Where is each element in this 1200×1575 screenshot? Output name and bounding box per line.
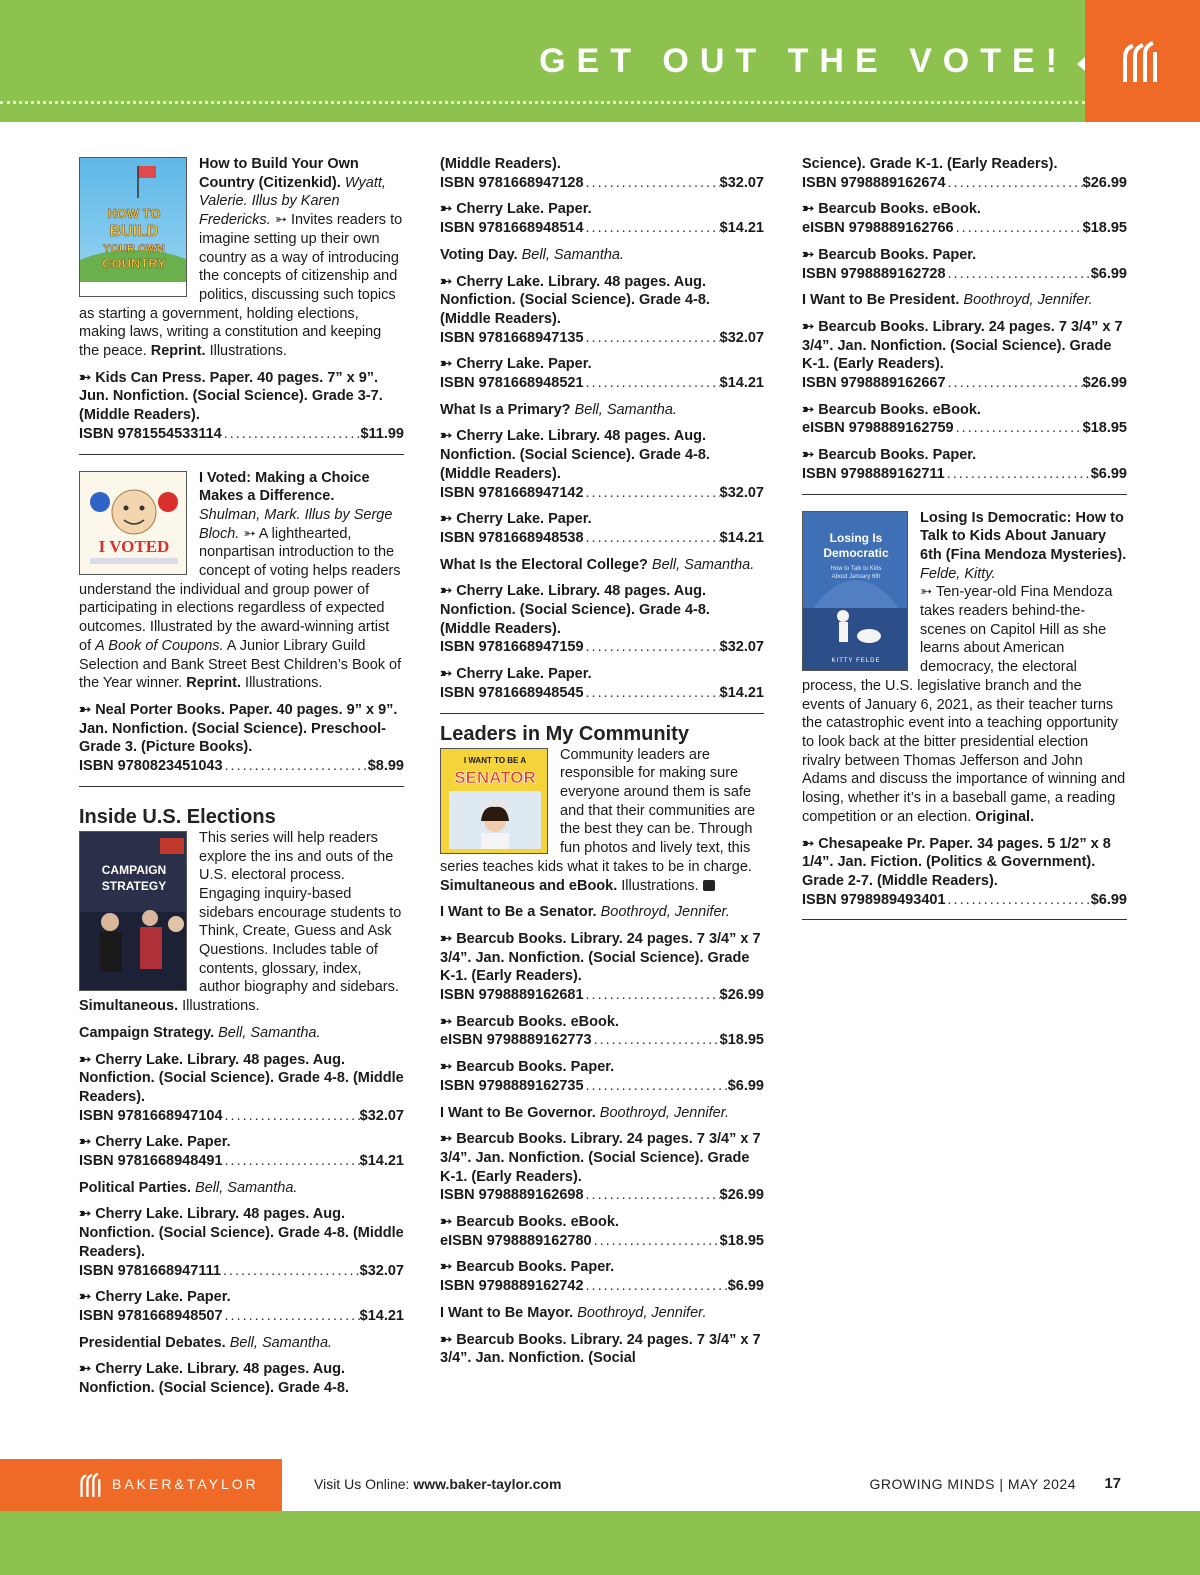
- book-author: Boothroyd, Jennifer.: [963, 292, 1093, 309]
- publisher-text: Cherry Lake. Paper.: [95, 1134, 231, 1151]
- book-description-cont: A Junior Library Guild Selection and Bank Street Best Children’s Book of the Year winner.: [79, 637, 402, 692]
- website-link[interactable]: www.baker-taylor.com: [413, 1476, 562, 1492]
- title-text: I Want to Be President.: [802, 292, 960, 309]
- column-3: [802, 155, 1127, 934]
- book-entry: [79, 155, 404, 444]
- arrow-icon: ➳: [440, 930, 453, 947]
- item-title: [440, 401, 764, 420]
- isbn: ISBN 9781668947104: [79, 1107, 223, 1124]
- illustrations-label: Illustrations.: [209, 343, 287, 360]
- divider-rule: [79, 454, 404, 455]
- isbn: ISBN 9798889162674: [802, 174, 946, 191]
- dot-leader: [584, 1077, 728, 1096]
- isbn-line: [440, 1186, 764, 1205]
- publisher-details: [440, 1213, 764, 1232]
- price: $26.99: [1082, 375, 1127, 392]
- publisher-details: [79, 1360, 404, 1397]
- isbn-line: [440, 1277, 764, 1296]
- dot-leader: [584, 684, 720, 703]
- series-entry: [79, 801, 404, 1398]
- illustrations-label: Illustrations.: [245, 675, 323, 692]
- publisher-details: [440, 510, 764, 529]
- isbn: ISBN 9781668947142: [440, 484, 584, 501]
- dot-leader: [584, 529, 720, 548]
- dot-leader: [584, 374, 720, 393]
- publisher-text: Cherry Lake. Library. 48 pages. Aug. Nonfiction. (Social Science). Grade 4-8. (Middle Readers).: [440, 428, 710, 482]
- title-text: What Is the Electoral College?: [440, 556, 648, 573]
- publisher-text: Cherry Lake. Library. 48 pages. Aug. Nonfiction. (Social Science). Grade 4-8. (Middle Readers).: [440, 583, 710, 637]
- column-1: [79, 155, 404, 1398]
- isbn-line: [79, 1107, 404, 1126]
- price: $14.21: [719, 375, 764, 392]
- publisher-text: Bearcub Books. Library. 24 pages. 7 3/4” x 7 3/4”. Jan. Nonfiction. (Social Science). Grade K-1. (Early Readers).: [440, 930, 761, 985]
- price: $6.99: [727, 1278, 764, 1295]
- publisher-details: [79, 1133, 404, 1152]
- baker-taylor-logo-icon: [78, 1472, 104, 1498]
- price: $6.99: [1090, 465, 1127, 482]
- publisher-details: [440, 930, 764, 986]
- book-author: Boothroyd, Jennifer.: [577, 1304, 707, 1321]
- item-title: [440, 1104, 764, 1123]
- publisher-details: [440, 665, 764, 684]
- dot-leader: [584, 219, 720, 238]
- original-label: Original.: [975, 808, 1035, 825]
- isbn: ISBN 9781668948538: [440, 529, 584, 546]
- dot-leader: [222, 425, 361, 444]
- arrow-icon: ➳: [440, 1331, 453, 1348]
- title-text: Presidential Debates.: [79, 1334, 226, 1351]
- dot-leader: [954, 219, 1083, 238]
- book-cover: [79, 157, 187, 297]
- item-title: [79, 1334, 404, 1353]
- book-author: Bell, Samantha.: [521, 246, 625, 263]
- arrow-icon: ➳: [79, 1289, 92, 1306]
- book-entry: [802, 509, 1127, 910]
- continued-text: Science). Grade K-1. (Early Readers).: [802, 156, 1058, 172]
- arrow-icon: ➳: [440, 583, 453, 600]
- isbn-line: [440, 1232, 764, 1251]
- dot-leader: [946, 891, 1091, 910]
- dot-leader: [584, 1186, 720, 1205]
- page-number: 17: [1104, 1475, 1121, 1492]
- page-footer: [0, 1459, 1200, 1511]
- arrow-icon: ➳: [79, 1051, 92, 1068]
- publisher-details: [440, 582, 764, 638]
- isbn-line: [440, 1077, 764, 1096]
- arrow-icon: ➳: [79, 1134, 92, 1151]
- svg-text:About January 6th: About January 6th: [831, 573, 881, 580]
- publisher-details: [440, 355, 764, 374]
- baker-taylor-logo-icon: [1119, 40, 1163, 84]
- book-author: Bell, Samantha.: [229, 1334, 333, 1351]
- arrow-icon: ➳: [79, 701, 92, 718]
- isbn-line: [802, 465, 1127, 484]
- publisher-details: [802, 318, 1127, 374]
- publisher-details: [802, 835, 1127, 891]
- book-title: Losing Is Democratic: How to Talk to Kids About January 6th (Fina Mendoza Mysteries).: [920, 509, 1127, 563]
- book-entry: [79, 469, 404, 776]
- publisher-text: Bearcub Books. Library. 24 pages. 7 3/4” x 7 3/4”. Jan. Nonfiction. (Social Science). Grade K-1. (Early Readers).: [802, 318, 1123, 373]
- isbn-line: [440, 529, 764, 548]
- isbn: eISBN 9798889162773: [440, 1032, 592, 1049]
- book-cover: [440, 748, 548, 854]
- title-text: I Want to Be Mayor.: [440, 1304, 574, 1321]
- simultaneous-label: Simultaneous.: [79, 998, 179, 1015]
- book-author: Wyatt, Valerie. Illus by Karen Fredericks.: [199, 174, 386, 229]
- publisher-details: [440, 1013, 764, 1032]
- isbn: ISBN 9781668947159: [440, 639, 584, 656]
- item-title: [79, 1179, 404, 1198]
- dot-leader: [946, 265, 1091, 284]
- dot-leader: [223, 1152, 360, 1171]
- publisher-text: Cherry Lake. Paper.: [456, 201, 592, 218]
- book-description: Ten-year-old Fina Mendoza takes readers behind-the-scenes on Capitol Hill as she learns about American democracy, the electoral process, the U.S. legislative branch and the events of January 6, 2021, as their teacher turns the catastrophic event into a teaching opportunity to look back at the bitter presidential election rivalry between Thomas Jefferson and John Adams and discuss the importance of winning and losing, whether it’s in a baseball game, a reading competition or an election.: [802, 584, 1126, 825]
- isbn-line: [802, 891, 1127, 910]
- isbn: ISBN 9781668947128: [440, 174, 584, 191]
- arrow-icon: ➳: [802, 835, 815, 852]
- dot-leader: [946, 174, 1083, 193]
- book-title: I Voted: Making a Choice Makes a Difference.: [199, 469, 370, 505]
- publisher-text: Cherry Lake. Paper.: [95, 1289, 231, 1306]
- isbn-line: [440, 374, 764, 393]
- book-author: Bell, Samantha.: [574, 401, 677, 418]
- svg-text:BUILD: BUILD: [109, 223, 159, 240]
- isbn: ISBN 9798889162667: [802, 375, 946, 392]
- publisher-details: [79, 1205, 404, 1261]
- divider-rule: [802, 494, 1127, 495]
- divider-rule: [802, 919, 1127, 920]
- arrow-icon: ➳: [802, 401, 815, 418]
- isbn-line: [440, 684, 764, 703]
- arrow-icon: ➳: [440, 1259, 453, 1276]
- arrow-icon: ➳: [440, 428, 453, 445]
- svg-text:STRATEGY: STRATEGY: [101, 878, 167, 893]
- publisher-text: Cherry Lake. Paper.: [456, 666, 592, 683]
- publisher-text: Cherry Lake. Library. 48 pages. Aug. Nonfiction. (Social Science). Grade 4-8. (Middle Readers).: [440, 273, 710, 327]
- arrow-icon: ➳: [440, 1059, 453, 1076]
- isbn-line: [440, 174, 764, 193]
- isbn-line: [79, 1307, 404, 1326]
- isbn-line: [440, 329, 764, 348]
- divider-rule: [440, 713, 764, 714]
- isbn-line: [802, 419, 1127, 438]
- isbn: ISBN 9781554533114: [79, 425, 222, 442]
- title-text: What Is a Primary?: [440, 401, 571, 418]
- arrow-icon: ➳: [440, 666, 453, 683]
- isbn: ISBN 9781668948491: [79, 1153, 223, 1170]
- publisher-text: Bearcub Books. Paper.: [456, 1059, 615, 1076]
- dot-leader: [223, 757, 368, 776]
- publisher-details: [802, 200, 1127, 219]
- arrow-icon: ➳: [440, 201, 453, 218]
- publisher-text: Bearcub Books. Library. 24 pages. 7 3/4” x 7 3/4”. Jan. Nonfiction. (Social: [440, 1331, 761, 1367]
- isbn-line: [440, 986, 764, 1005]
- visit-online: [314, 1476, 561, 1492]
- arrow-icon: ➳: [802, 201, 815, 218]
- issue-label: GROWING MINDS | MAY 2024: [869, 1476, 1076, 1492]
- column-2: [440, 155, 764, 1368]
- arrow-icon: ➳: [79, 369, 92, 386]
- book-author: Bell, Samantha.: [218, 1024, 321, 1041]
- book-cover: [79, 831, 187, 991]
- publisher-details: [802, 246, 1127, 265]
- dot-leader: [584, 329, 720, 348]
- svg-text:YOUR OWN: YOUR OWN: [103, 243, 165, 255]
- book-description: A lighthearted, nonpartisan introduction to the concept of voting helps readers understand the individual and group power of participating in elections regardless of expected outcomes. Illustrated by the award-winning artist of: [79, 525, 401, 654]
- publisher-text: Kids Can Press. Paper. 40 pages. 7” x 9”. Jun. Nonfiction. (Social Science). Grade 3-7. (Middle Readers).: [79, 369, 383, 424]
- price: $6.99: [1090, 265, 1127, 282]
- book-cover: [802, 511, 908, 671]
- price: $14.21: [359, 1307, 404, 1324]
- series-description: This series will help readers explore the ins and outs of the U.S. electoral process. Engaging inquiry-based sidebars encourage students to Think, Create, Guess and Ask Questions. Includes table of contents, glossary, index, author biography and sidebars.: [199, 829, 402, 996]
- arrow-icon: ➳: [440, 511, 453, 528]
- svg-text:Democratic: Democratic: [823, 545, 889, 560]
- publisher-details: [440, 1258, 764, 1277]
- publisher-text: Cherry Lake. Library. 48 pages. Aug. Nonfiction. (Social Science). Grade 4-8. (Middle Readers).: [79, 1206, 404, 1260]
- price: $32.07: [719, 174, 764, 191]
- isbn-line: [802, 374, 1127, 393]
- visit-label: Visit Us Online:: [314, 1476, 410, 1492]
- svg-text:COUNTRY: COUNTRY: [102, 256, 166, 271]
- header-logo-block: [1085, 0, 1200, 122]
- item-title: [440, 903, 764, 922]
- isbn-line: [79, 1152, 404, 1171]
- publisher-text: Neal Porter Books. Paper. 40 pages. 9” x 9”. Jan. Nonfiction. (Social Science). Preschool-Grade 3. (Picture Books).: [79, 701, 398, 756]
- isbn: ISBN 9798889162711: [802, 465, 945, 482]
- series-heading: Leaders in My Community: [440, 722, 689, 745]
- publisher-details: [802, 401, 1127, 420]
- title-text: Campaign Strategy.: [79, 1024, 215, 1041]
- isbn: ISBN 9781668948521: [440, 375, 584, 392]
- svg-text:I VOTED: I VOTED: [98, 536, 170, 556]
- publisher-text: Cherry Lake. Paper.: [456, 356, 592, 373]
- publisher-text: Bearcub Books. Library. 24 pages. 7 3/4” x 7 3/4”. Jan. Nonfiction. (Social Science). Grade K-1. (Early Readers).: [440, 1131, 761, 1185]
- illustrations-label: Illustrations.: [621, 877, 699, 894]
- price: $26.99: [719, 1187, 764, 1204]
- reprint-label: Reprint.: [150, 343, 206, 360]
- dot-leader: [946, 374, 1083, 393]
- dot-leader: [592, 1031, 720, 1050]
- publisher-details: [440, 427, 764, 483]
- isbn: ISBN 9798889162735: [440, 1077, 584, 1094]
- dotted-divider: [0, 101, 1085, 104]
- price: $32.07: [719, 484, 764, 501]
- price: $14.21: [719, 529, 764, 546]
- cover-label: SENATOR: [454, 767, 536, 787]
- price: $14.21: [719, 684, 764, 701]
- book-author: Boothroyd, Jennifer.: [599, 1104, 730, 1121]
- publisher-details: [79, 369, 404, 425]
- arrow-icon: ➳: [79, 1361, 92, 1378]
- item-title: [802, 291, 1127, 310]
- cover-label: I WANT TO BE A: [463, 755, 527, 765]
- book-author: Bell, Samantha.: [651, 556, 755, 573]
- svg-text:CAMPAIGN: CAMPAIGN: [101, 862, 167, 877]
- publisher-details: [440, 200, 764, 219]
- illustrations-label: Illustrations.: [182, 998, 260, 1015]
- referenced-title: A Book of Coupons.: [95, 637, 224, 654]
- isbn-line: [79, 757, 404, 776]
- isbn-line: [440, 484, 764, 503]
- dot-leader: [945, 465, 1091, 484]
- isbn: eISBN 9798889162780: [440, 1232, 592, 1249]
- book-author: Bell, Samantha.: [195, 1179, 298, 1196]
- isbn-line: [79, 425, 404, 444]
- price: $6.99: [1090, 891, 1127, 908]
- dot-leader: [592, 1232, 720, 1251]
- price: $18.95: [719, 1032, 764, 1049]
- arrow-icon: ➳: [440, 1214, 453, 1231]
- simultaneous-label: Simultaneous and eBook.: [440, 877, 618, 894]
- series-description: Community leaders are responsible for making sure everyone around them is safe and that their communities are the best they can be. Through fun photos and lively text, this series teaches kids what it takes to be in charge.: [440, 746, 756, 875]
- title-text: I Want to Be Governor.: [440, 1104, 596, 1121]
- publisher-details: [79, 1288, 404, 1307]
- publisher-text: Bearcub Books. Paper.: [818, 447, 977, 464]
- arrow-icon: ➳: [440, 273, 453, 290]
- arrow-icon: ➳: [802, 246, 815, 263]
- publisher-text: Bearcub Books. eBook.: [456, 1013, 619, 1030]
- publisher-text: Cherry Lake. Paper.: [456, 511, 592, 528]
- continued-text: (Middle Readers).: [440, 156, 561, 172]
- isbn: ISBN 9798889162742: [440, 1278, 584, 1295]
- dot-leader: [584, 986, 720, 1005]
- isbn-line: [802, 219, 1127, 238]
- price: $32.07: [359, 1107, 404, 1124]
- price: $26.99: [1082, 174, 1127, 191]
- publisher-details: [440, 1331, 764, 1368]
- series-entry: [440, 722, 764, 1368]
- publisher-text: Bearcub Books. eBook.: [456, 1214, 619, 1231]
- arrow-icon: ➳: [274, 212, 287, 229]
- price: $32.07: [719, 639, 764, 656]
- arrow-pointer: [1077, 57, 1085, 71]
- isbn: ISBN 9781668948507: [79, 1307, 223, 1324]
- item-title: [440, 556, 764, 575]
- publisher-details: [440, 1130, 764, 1186]
- section-title: GET OUT THE VOTE!: [539, 42, 1068, 80]
- price: $18.95: [719, 1232, 764, 1249]
- publisher-details: [440, 1058, 764, 1077]
- dot-leader: [584, 1277, 728, 1296]
- book-author: Felde, Kitty.: [920, 565, 996, 582]
- isbn-line: [802, 174, 1127, 193]
- isbn-line: [440, 219, 764, 238]
- title-text: Voting Day.: [440, 246, 518, 263]
- isbn: ISBN 9781668947135: [440, 329, 584, 346]
- publisher-text: Cherry Lake. Library. 48 pages. Aug. Nonfiction. (Social Science). Grade 4-8. (Middle Readers).: [79, 1051, 404, 1105]
- arrow-icon: ➳: [440, 1131, 453, 1148]
- isbn: eISBN 9798889162766: [802, 220, 954, 237]
- publisher-details: [79, 1051, 404, 1107]
- dot-leader: [223, 1307, 360, 1326]
- price: $6.99: [727, 1077, 764, 1094]
- title-text: I Want to Be a Senator.: [440, 904, 597, 921]
- ebook-icon: [703, 880, 715, 891]
- arrow-icon: ➳: [440, 1013, 453, 1030]
- isbn: ISBN 9781668947111: [79, 1262, 221, 1279]
- price: $14.21: [719, 220, 764, 237]
- price: $11.99: [360, 425, 404, 442]
- book-description: Invites readers to imagine setting up their own country as a way of introducing the concepts of citizenship and politics, discussing such topics as starting a government, holding elections, making laws, writing a constitution and keeping the peace.: [79, 212, 403, 360]
- arrow-icon: ➳: [802, 447, 815, 464]
- isbn: ISBN 9781668948514: [440, 220, 584, 237]
- price: $18.95: [1082, 420, 1127, 437]
- isbn-line: [802, 265, 1127, 284]
- svg-text:HOW TO: HOW TO: [107, 206, 161, 221]
- dot-leader: [223, 1107, 360, 1126]
- publisher-text: Chesapeake Pr. Paper. 34 pages. 5 1/2” x 8 1/4”. Jan. Fiction. (Politics & Government). Grade 2-7. (Middle Readers).: [802, 835, 1111, 889]
- isbn-line: [79, 1262, 404, 1281]
- isbn: ISBN 9781668948545: [440, 684, 584, 701]
- publisher-details: [802, 446, 1127, 465]
- item-title: [440, 1304, 764, 1323]
- bottom-band: [0, 1511, 1200, 1575]
- isbn-line: [440, 1031, 764, 1050]
- isbn: ISBN 9798889162681: [440, 987, 584, 1004]
- dot-leader: [584, 638, 720, 657]
- book-title: How to Build Your Own Country (Citizenkid).: [199, 156, 359, 191]
- page-header: [0, 0, 1200, 122]
- publisher-text: Bearcub Books. eBook.: [818, 201, 981, 218]
- title-text: Political Parties.: [79, 1179, 192, 1196]
- svg-text:Losing Is: Losing Is: [829, 530, 883, 545]
- publisher-details: [440, 273, 764, 329]
- price: $32.07: [359, 1262, 404, 1279]
- isbn: ISBN 9798889162698: [440, 1187, 584, 1204]
- dot-leader: [221, 1262, 360, 1281]
- isbn: eISBN 9798889162759: [802, 420, 954, 437]
- dot-leader: [584, 174, 720, 193]
- price: $32.07: [719, 329, 764, 346]
- publisher-text: Bearcub Books. Paper.: [818, 246, 977, 263]
- isbn: ISBN 9780823451043: [79, 758, 223, 775]
- isbn: ISBN 9798989493401: [802, 891, 946, 908]
- price: $8.99: [367, 758, 404, 775]
- dot-leader: [954, 419, 1083, 438]
- book-cover: [79, 471, 187, 575]
- brand-name: BAKER&TAYLOR: [112, 1476, 259, 1492]
- svg-text:KITTY FELDE: KITTY FELDE: [831, 657, 881, 664]
- price: $14.21: [359, 1153, 404, 1170]
- publisher-text: Bearcub Books. Paper.: [456, 1259, 615, 1276]
- book-author: Boothroyd, Jennifer.: [600, 904, 730, 921]
- publisher-text: Cherry Lake. Library. 48 pages. Aug. Nonfiction. (Social Science). Grade 4-8.: [79, 1361, 349, 1397]
- item-title: [440, 246, 764, 265]
- reprint-label: Reprint.: [186, 675, 242, 692]
- arrow-icon: ➳: [440, 356, 453, 373]
- arrow-icon: ➳: [802, 318, 815, 335]
- arrow-icon: ➳: [920, 584, 933, 601]
- publisher-text: Bearcub Books. eBook.: [818, 401, 981, 418]
- divider-rule: [79, 786, 404, 787]
- item-title: [79, 1024, 404, 1043]
- isbn: ISBN 9798889162728: [802, 265, 946, 282]
- isbn-line: [440, 638, 764, 657]
- price: $18.95: [1082, 220, 1127, 237]
- arrow-icon: ➳: [243, 525, 256, 542]
- price: $26.99: [719, 987, 764, 1004]
- footer-logo[interactable]: [0, 1459, 282, 1511]
- dot-leader: [584, 484, 720, 503]
- publisher-details: [79, 701, 404, 757]
- series-heading: Inside U.S. Elections: [79, 805, 276, 828]
- arrow-icon: ➳: [79, 1206, 92, 1223]
- book-author: Shulman, Mark. Illus by Serge Bloch.: [199, 506, 393, 542]
- svg-text:How to Talk to Kids: How to Talk to Kids: [830, 565, 882, 572]
